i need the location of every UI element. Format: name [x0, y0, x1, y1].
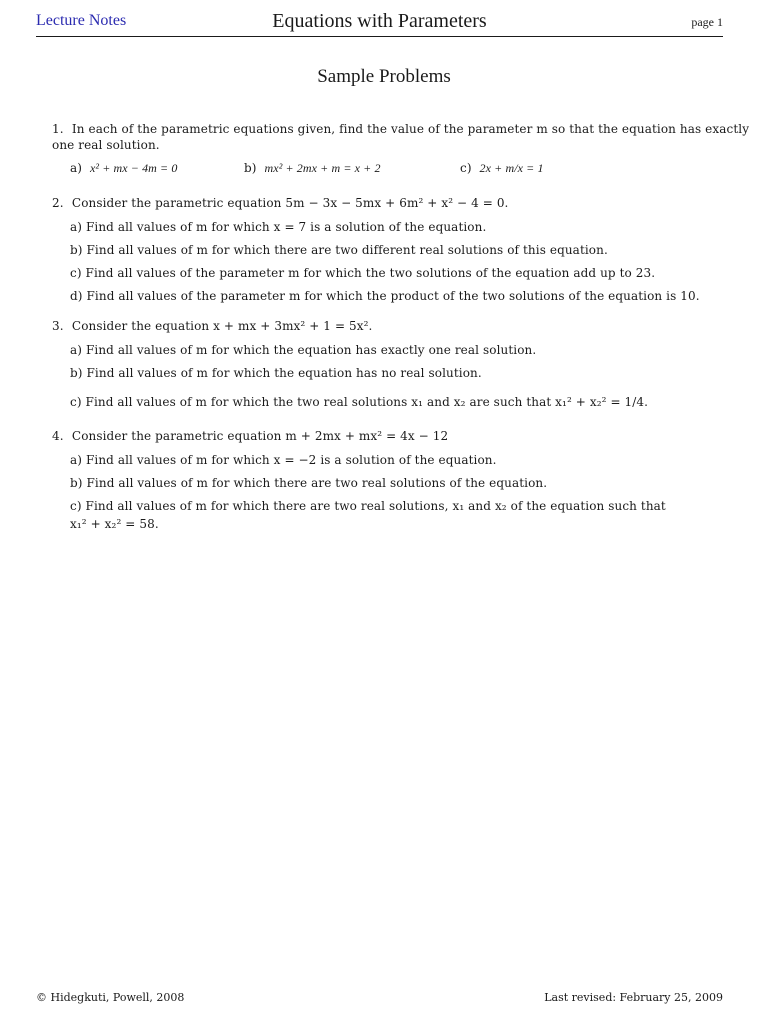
problem-3-part-c: c) Find all values of m for which the two real solutions x₁ and x₂ are such that x₁² + x₂² = 1/4.: [70, 395, 649, 409]
problem-1-intro-line1: [52, 122, 749, 136]
problem-4-part-b: b) Find all values of m for which there are two real solutions of the equation.: [70, 476, 548, 490]
equation: x² + mx − 4m = 0: [89, 161, 178, 175]
problem-2-part-b: b) Find all values of m for which there are two different real solutions of this equation.: [70, 243, 608, 257]
page-title: Sample Problems: [317, 66, 451, 87]
problem-text: Consider the parametric equation 5m − 3x − 5mx + 6m² + x² − 4 = 0.: [71, 196, 509, 210]
header-title: Equations with Parameters: [272, 10, 487, 32]
page-number: page 1: [691, 15, 723, 29]
problem-number: 3.: [52, 319, 64, 333]
equation: 2x + m/x = 1: [479, 161, 544, 175]
header-left-label: Lecture Notes: [36, 12, 127, 29]
problem-1-part-b: b) mx² + 2mx + m = x + 2: [244, 161, 381, 175]
problem-2-part-d: d) Find all values of the parameter m for which the product of the two solutions of the equation is 10.: [70, 289, 700, 303]
problem-3-intro: [52, 319, 372, 333]
problem-1-intro-line2: one real solution.: [52, 138, 160, 152]
problem-3-part-b: b) Find all values of m for which the equation has no real solution.: [70, 366, 482, 380]
equation: mx² + 2mx + m = x + 2: [264, 161, 381, 175]
problem-4-intro: [52, 429, 448, 443]
problem-number: 2.: [52, 196, 64, 210]
problem-4-part-c-line2: x₁² + x₂² = 58.: [70, 517, 159, 531]
problem-2-part-a: a) Find all values of m for which x = 7 is a solution of the equation.: [70, 220, 487, 234]
problem-number: 1.: [52, 122, 64, 136]
problem-4-part-a: a) Find all values of m for which x = −2 is a solution of the equation.: [70, 453, 497, 467]
problem-1-part-a: a) x² + mx − 4m = 0: [70, 161, 178, 175]
problem-2-intro: [52, 196, 508, 210]
footer-last-revised: Last revised: February 25, 2009: [544, 991, 723, 1004]
page-header: [36, 10, 723, 37]
problem-4-part-c-line1: c) Find all values of m for which there are two real solutions, x₁ and x₂ of the equation such that: [70, 499, 666, 513]
problem-1-part-c: c) 2x + m/x = 1: [460, 161, 544, 175]
problem-text: In each of the parametric equations given, find the value of the parameter m so that the equation has exactly: [71, 122, 750, 136]
problem-text: Consider the parametric equation m + 2mx + mx² = 4x − 12: [71, 429, 449, 443]
problem-number: 4.: [52, 429, 64, 443]
problem-2-part-c: c) Find all values of the parameter m for which the two solutions of the equation add up to 23.: [70, 266, 656, 280]
problem-text: Consider the equation x + mx + 3mx² + 1 = 5x².: [71, 319, 373, 333]
problem-3-part-a: a) Find all values of m for which the equation has exactly one real solution.: [70, 343, 537, 357]
footer-copyright: © Hidegkuti, Powell, 2008: [36, 991, 185, 1004]
